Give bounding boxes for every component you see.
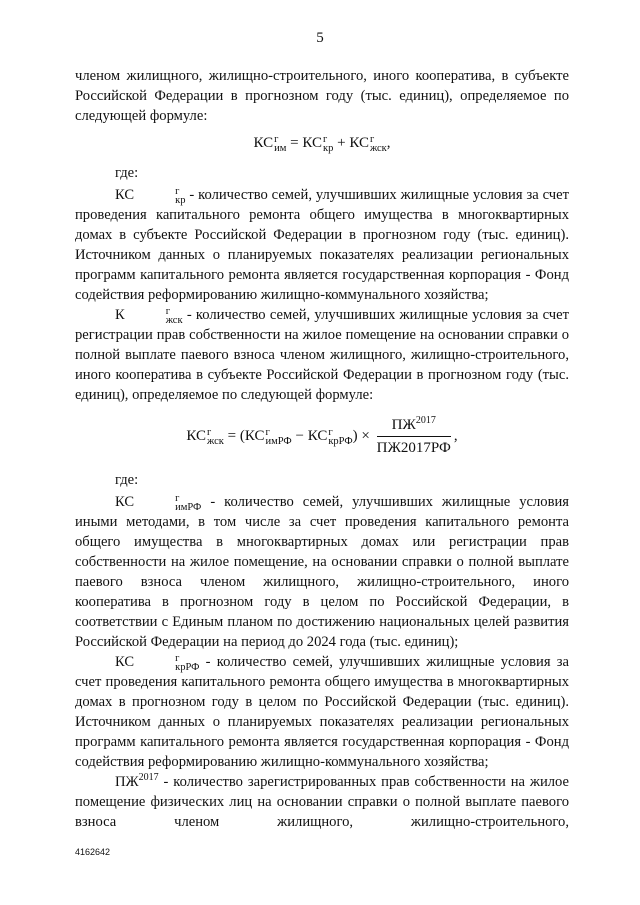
definition-k-zhsk: К г жск - количество семей, улучшивших жилищные условия за счет регистрации прав собственности на жилое помещение на основании справки о полной выплате паевого взноса членом жилищного, жилищно-строительного, иного кооператива в субъекте Российской Федерации в прогнозном году (тыс. единиц), определяемое по следующей формуле: <box>75 305 569 403</box>
fraction-denominator: ПЖ2017РФ <box>376 440 451 456</box>
document-id: 4162642 <box>75 847 111 857</box>
document-body <box>75 66 569 832</box>
formula-fraction <box>377 415 451 458</box>
page-number: 5 <box>316 30 324 46</box>
definition-ks-im-rf: КС г имРФ - количество семей, улучшивших жилищные условия иными методами, в том числе за счет проведения капитального ремонта общего имущества в многоквартирных домах или регистрации прав собственности на жилое помещение, на основании справки о полной выплате паевого взноса членом жилищного, жилищно-строительного, иного кооператива в прогнозном году в целом по Российской Федерации, в соответствии с Единым планом по достижению национальных целей развития Российской Федерации на период до 2024 года (тыс. единиц); <box>75 492 569 650</box>
definition-symbol: КС г имРФ <box>115 492 202 513</box>
formula-term-im-rf: КС г имРФ <box>244 426 292 447</box>
definition-ks-kr-rf: КС г крРФ - количество семей, улучшивших жилищные условия за счет проведения капитального ремонта общего имущества в многоквартирных домах в прогнозном году в целом по Российской Федерации (тыс. единиц). Источником данных о планируемых показателях реализации региональных программ капитального ремонта является государственная корпорация - Фонд содействия реформированию жилищно-коммунального хозяйства; <box>75 652 569 770</box>
definition-symbol: К г жск <box>115 305 183 326</box>
formula-lhs: КС г жск <box>186 426 224 447</box>
definition-pzh-2017: $ПЖ^{2017}$ - количество зарегистрированных прав собственности на жилое помещение физических лиц на основании справки о полной выплате паевого взноса членом жилищного, жилищно-строительного, <box>75 772 569 830</box>
definition-symbol: $ПЖ^{2017}$ <box>115 772 159 790</box>
definition-ks-kr: КС г кр - количество семей, улучшивших жилищные условия за счет проведения капитального ремонта общего имущества в многоквартирных домах в субъекте Российской Федерации в прогнозном году (тыс. единиц). Источником данных о планируемых показателях реализации региональных программ капитального ремонта является государственная корпорация - Фонд содействия реформированию жилищно-коммунального хозяйства; <box>75 185 569 303</box>
where-label: где: <box>115 165 139 181</box>
formula-ks-im: КС г им = КС г кр + КС г жск , <box>253 133 391 154</box>
definition-symbol: КС г крРФ <box>115 652 200 673</box>
formula-term-kr-rf: КС г крРФ <box>307 426 353 447</box>
formula-lhs: КС г им <box>253 133 287 154</box>
where-label: где: <box>115 472 139 488</box>
formula-term-kr: КС г кр <box>302 133 334 154</box>
fraction-numerator: $ПЖ^{2017}$ <box>377 415 451 437</box>
formula-term-zhsk: КС г жск <box>349 133 387 154</box>
definition-symbol: КС г кр <box>115 185 186 206</box>
paragraph-intro: членом жилищного, жилищно-строительного, иного кооператива, в субъекте Российской Федерации в прогнозном году (тыс. единиц), определяемое по следующей формуле: <box>75 68 569 124</box>
formula-ks-zhsk: КС г жск = (КС г имРФ − КС г крРФ ) × $\frac{ПЖ^{2017}}{ПЖ2017РФ}$ , <box>186 415 458 456</box>
